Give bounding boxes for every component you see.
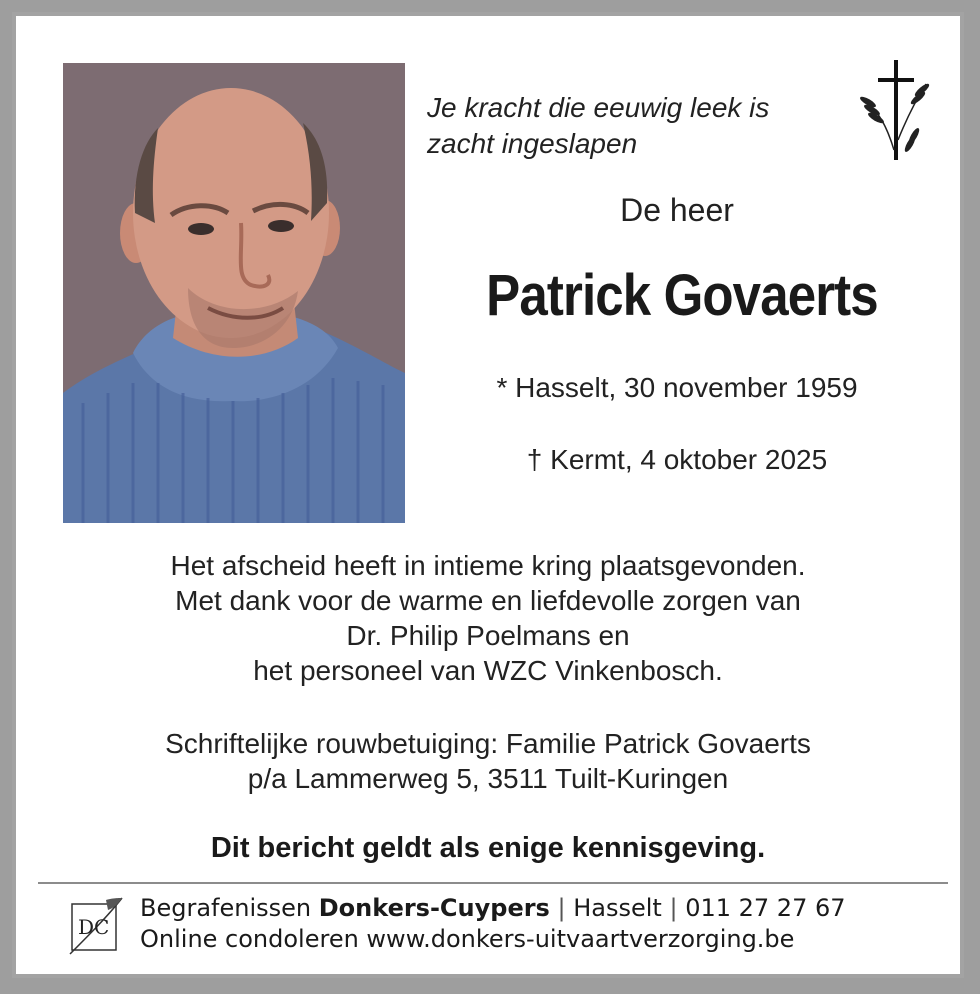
portrait-photo	[63, 63, 405, 523]
condolence-address	[16, 726, 960, 796]
funeral-home-info	[140, 893, 940, 955]
deceased-name: Patrick Govaerts	[486, 263, 878, 328]
separator: |	[669, 894, 678, 922]
farewell-message	[16, 548, 960, 688]
quote-line: zacht ingeslapen	[427, 128, 638, 159]
footer-line-2: Online condoleren www.donkers-uitvaartverzorging.be	[140, 925, 795, 953]
message-line: het personeel van WZC Vinkenbosch.	[253, 655, 723, 686]
footer-prefix: Begrafenissen	[140, 894, 319, 922]
address-line: p/a Lammerweg 5, 3511 Tuilt-Kuringen	[247, 763, 729, 794]
salutation: De heer	[620, 192, 734, 228]
phone-number: 011 27 27 67	[685, 894, 846, 922]
notice-statement: Dit bericht geldt als enige kennisgeving.	[210, 832, 766, 864]
quote-line: Je kracht die eeuwig leek is	[427, 92, 770, 123]
birth-info: * Hasselt, 30 november 1959	[496, 372, 858, 403]
city: Hasselt	[573, 894, 662, 922]
funeral-home-logo	[68, 896, 124, 956]
obituary-card	[12, 12, 964, 978]
divider	[38, 882, 948, 884]
message-line: Met dank voor de warme en liefdevolle zorgen van	[175, 585, 801, 616]
separator: |	[557, 894, 566, 922]
company-name: Donkers-Cuypers	[318, 894, 550, 922]
cross-with-wheat-icon	[856, 60, 936, 160]
message-line: Dr. Philip Poelmans en	[346, 620, 630, 651]
memorial-quote	[427, 90, 847, 162]
logo-text: DC	[78, 915, 110, 939]
message-line: Het afscheid heeft in intieme kring plaatsgevonden.	[170, 550, 806, 581]
footer-line-1	[140, 893, 940, 924]
death-info: † Kermt, 4 oktober 2025	[526, 444, 828, 475]
address-line: Schriftelijke rouwbetuiging: Familie Patrick Govaerts	[165, 728, 811, 759]
